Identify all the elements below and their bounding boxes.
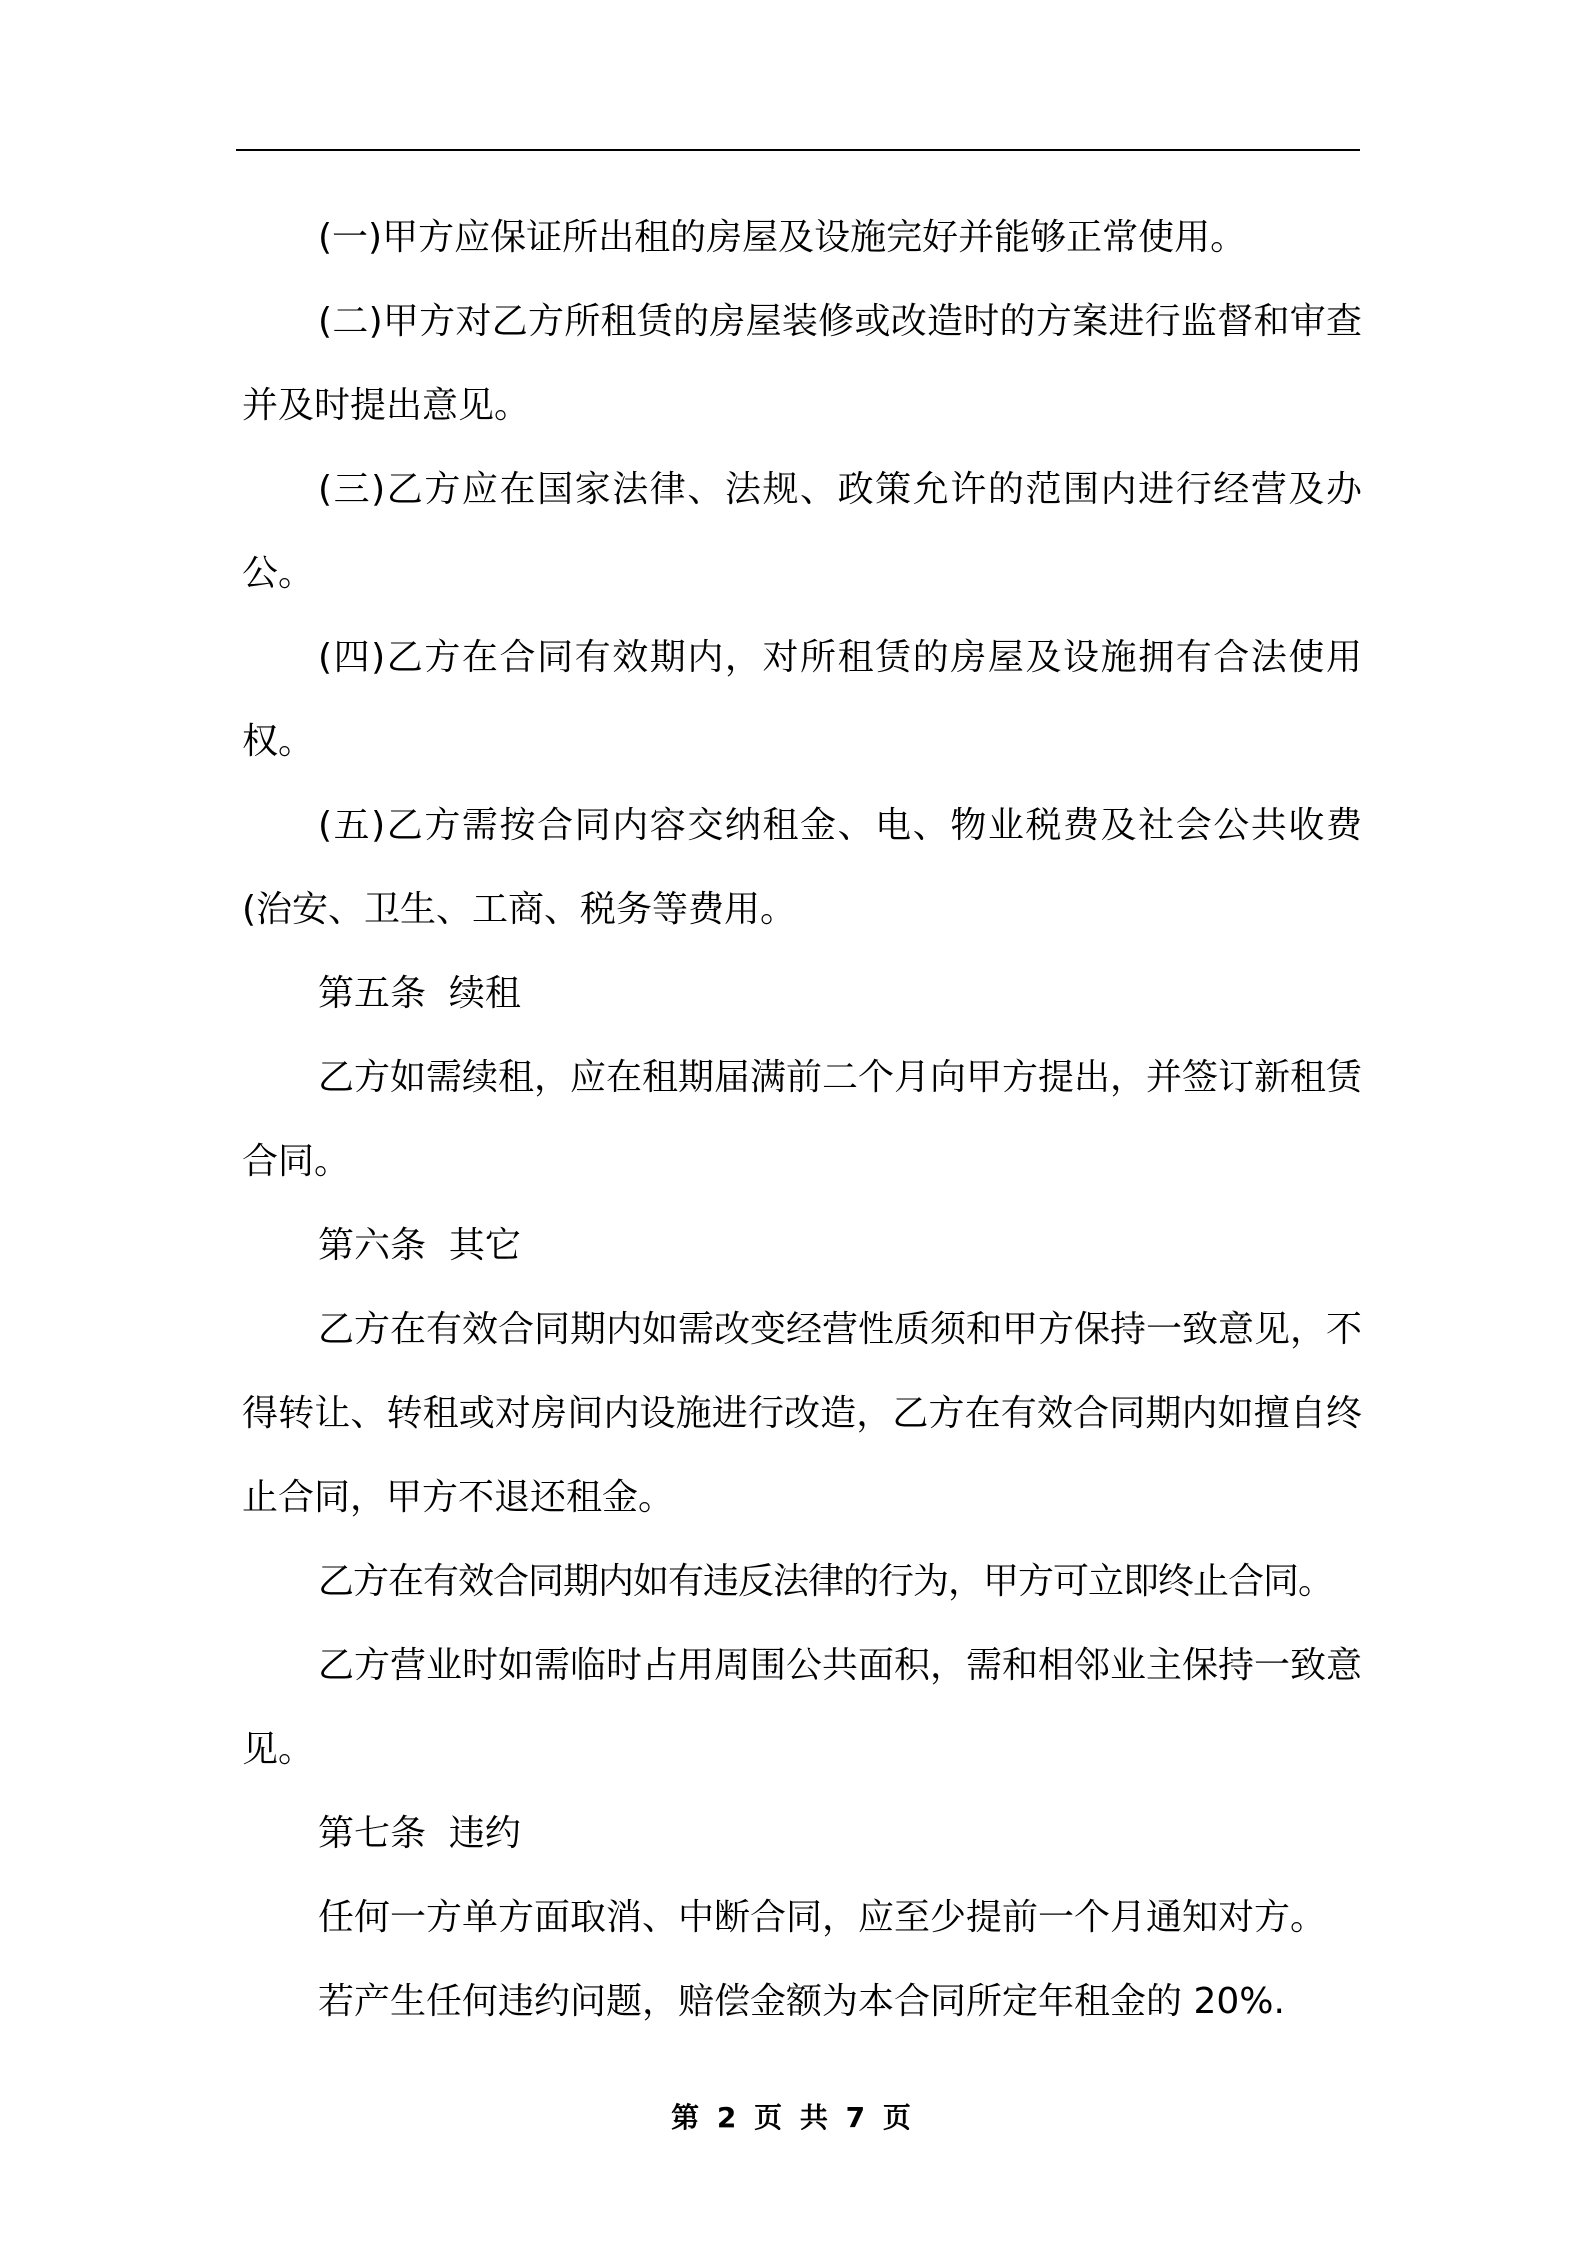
section-heading-renewal: 第五条 续租 xyxy=(318,973,521,1014)
header-rule xyxy=(236,149,1360,151)
paragraph-other-2: 乙方在有效合同期内如有违反法律的行为，甲方可立即终止合同。 xyxy=(318,1561,1334,1602)
paragraph-breach-2: 若产生任何违约问题，赔偿金额为本合同所定年租金的 20%. xyxy=(318,1981,1285,2022)
paragraph-5: (五)乙方需按合同内容交纳租金、电、物业税费及社会公共收费(治安、卫生、工商、税务等费用。 xyxy=(242,805,1362,930)
paragraph-other-3: 乙方营业时如需临时占用周围公共面积，需和相邻业主保持一致意见。 xyxy=(242,1645,1363,1770)
page-number-footer: 第 2 页 共 7 页 xyxy=(671,2101,915,2134)
paragraph-3: (三)乙方应在国家法律、法规、政策允许的范围内进行经营及办公。 xyxy=(242,469,1362,594)
paragraph-other-1: 乙方在有效合同期内如需改变经营性质须和甲方保持一致意见，不得转让、转租或对房间内设施进行改造，乙方在有效合同期内如擅自终止合同，甲方不退还租金。 xyxy=(242,1309,1363,1518)
paragraph-breach-1: 任何一方单方面取消、中断合同，应至少提前一个月通知对方。 xyxy=(318,1897,1327,1938)
paragraph-1: (一)甲方应保证所出租的房屋及设施完好并能够正常使用。 xyxy=(318,217,1247,258)
document-body xyxy=(242,196,1362,2044)
section-heading-other: 第六条 其它 xyxy=(318,1225,521,1266)
paragraph-4: (四)乙方在合同有效期内，对所租赁的房屋及设施拥有合法使用权。 xyxy=(242,637,1362,762)
section-heading-breach: 第七条 违约 xyxy=(318,1813,521,1854)
paragraph-renewal: 乙方如需续租，应在租期届满前二个月向甲方提出，并签订新租赁合同。 xyxy=(242,1057,1363,1182)
paragraph-2: (二)甲方对乙方所租赁的房屋装修或改造时的方案进行监督和审查并及时提出意见。 xyxy=(242,301,1362,426)
